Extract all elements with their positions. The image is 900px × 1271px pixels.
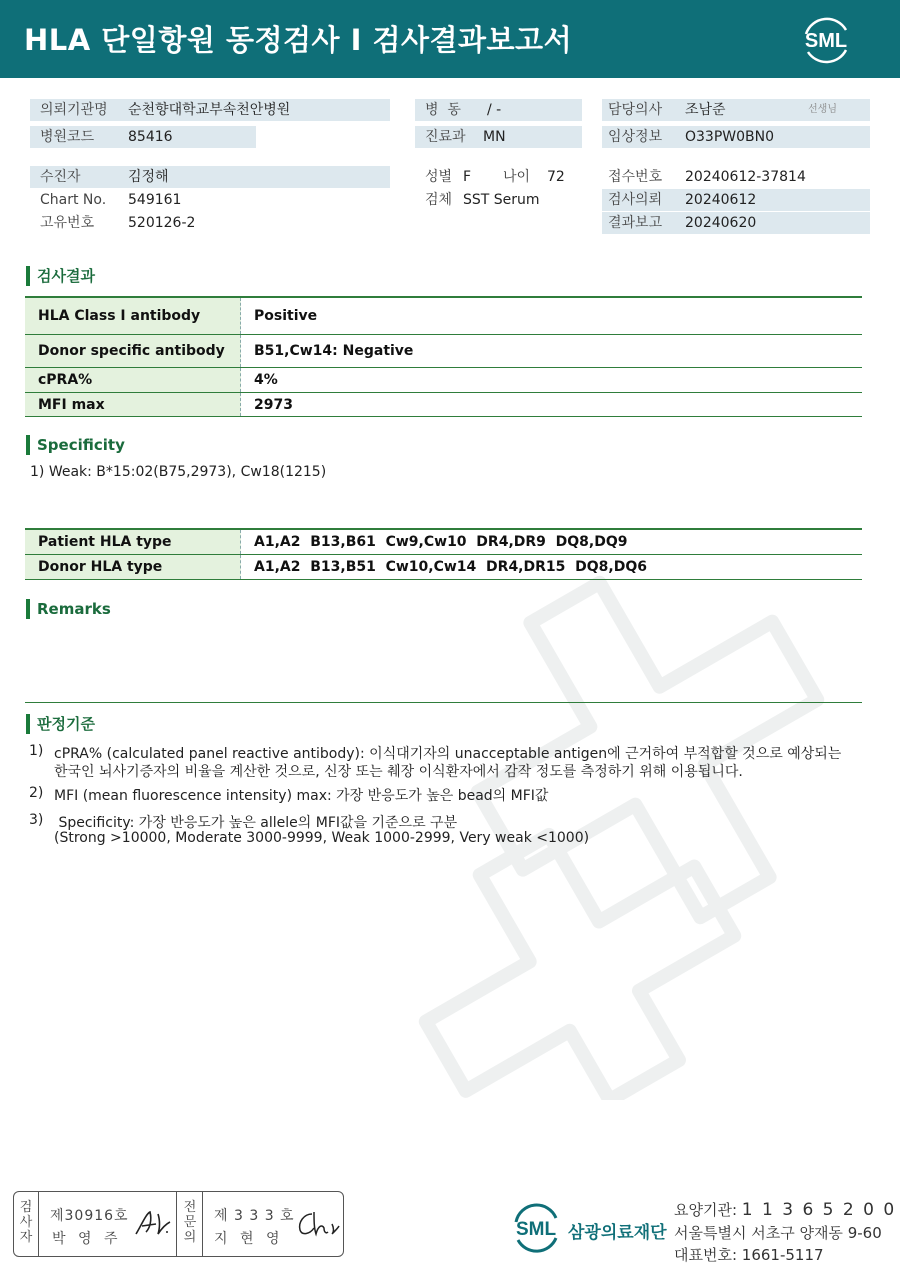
hospital-code-label: 병원코드 [40, 129, 95, 145]
specificity-section-title: Specificity [26, 435, 125, 455]
report-date-label: 결과보고 [608, 215, 663, 231]
hla-type-label: Patient HLA type [25, 530, 241, 554]
receipt-value: 20240612-37814 [685, 169, 806, 185]
footer-address: 서울특별시 서초구 양재동 9-60 [674, 1224, 882, 1242]
hla-type-value: A1,A2 B13,B61 Cw9,Cw10 DR4,DR9 DQ8,DQ9 [254, 534, 628, 550]
report-title: HLA 단일항원 동정검사 I 검사결과보고서 [24, 23, 573, 57]
result-label: Donor specific antibody [25, 335, 241, 367]
receipt-row [602, 166, 870, 188]
tester-label: 검 사 자 [19, 1200, 33, 1245]
report-date-value: 20240620 [685, 215, 757, 231]
sex-value: F [463, 169, 472, 185]
criteria-num: 1) [29, 743, 44, 759]
result-label: MFI max [25, 393, 241, 416]
specimen-row [415, 189, 585, 211]
department-row [415, 126, 582, 148]
table-row [25, 298, 862, 335]
specimen-label: 검체 [425, 192, 453, 208]
unique-value: 520126-2 [128, 215, 196, 231]
ward-value: / - [487, 102, 502, 118]
result-value: 2973 [254, 396, 293, 413]
criteria-section-title: 판정기준 [26, 714, 95, 734]
ward-row [415, 99, 582, 121]
unique-row [30, 212, 390, 234]
footer-org-name: 삼광의료재단 [568, 1223, 667, 1243]
request-value: 20240612 [685, 192, 757, 208]
specialist-name: 지 현 영 [214, 1231, 284, 1247]
remarks-section-title: Remarks [26, 599, 111, 619]
footer-phone [674, 1244, 824, 1265]
remarks-divider [25, 702, 862, 703]
criteria-line: (Strong >10000, Moderate 3000-9999, Weak 1000-2999, Very weak <1000) [54, 830, 590, 846]
signature-box [13, 1191, 344, 1257]
report-date-row [602, 212, 870, 234]
doctor-suffix: 선생님 [808, 104, 837, 115]
specimen-value: SST Serum [463, 192, 540, 208]
sex-label: 성별 [425, 169, 453, 185]
hospital-code-row [30, 126, 256, 148]
age-label: 나이 [503, 169, 531, 185]
sml-logo-icon [798, 12, 854, 66]
footer-code [674, 1199, 896, 1220]
chart-row [30, 189, 390, 211]
criteria-num: 2) [29, 785, 44, 801]
criteria-line: MFI (mean fluorescence intensity) max: 가장 반응도가 높은 bead의 MFI값 [54, 788, 549, 804]
hospital-code-value: 85416 [128, 129, 173, 145]
table-row [25, 555, 862, 580]
signature-divider [176, 1192, 177, 1256]
sex-age-row [415, 166, 585, 188]
department-label: 진료과 [425, 129, 466, 145]
signature-divider [202, 1192, 203, 1256]
specificity-line: 1) Weak: B*15:02(B75,2973), Cw18(1215) [30, 464, 327, 480]
specialist-number: 제 3 3 3 호 [214, 1208, 295, 1224]
clinical-row [602, 126, 870, 148]
clinical-value: O33PW0BN0 [685, 129, 775, 145]
footer-code-label: 요양기관: [674, 1201, 738, 1219]
patient-row [30, 166, 390, 188]
footer-sml-logo-icon [510, 1202, 562, 1254]
footer-phone-value: 1661-5117 [741, 1246, 824, 1264]
result-label: HLA Class I antibody [25, 298, 241, 334]
footer-code-value: 1 1 3 6 5 2 0 0 [741, 1200, 897, 1220]
chart-value: 549161 [128, 192, 182, 208]
hla-type-value: A1,A2 B13,B51 Cw10,Cw14 DR4,DR15 DQ8,DQ6 [254, 559, 647, 575]
doctor-label: 담당의사 [608, 102, 663, 118]
report-header [0, 0, 900, 78]
ward-label: 병 동 [425, 102, 461, 118]
department-value: MN [483, 129, 506, 145]
institution-label: 의뢰기관명 [40, 102, 108, 118]
criteria-line: 한국인 뇌사기증자의 비율을 계산한 것으로, 신장 또는 췌장 이식환자에서 감작 정도를 측정하기 위해 이용됩니다. [54, 764, 743, 780]
hla-type-label: Donor HLA type [25, 555, 241, 579]
table-row [25, 530, 862, 555]
unique-label: 고유번호 [40, 215, 95, 231]
clinical-label: 임상정보 [608, 129, 663, 145]
result-value: Positive [254, 308, 318, 324]
table-row [25, 368, 862, 393]
patient-value: 김정해 [128, 169, 169, 185]
doctor-row [602, 99, 870, 121]
result-label: cPRA% [25, 368, 241, 392]
criteria-num: 3) [29, 812, 44, 828]
tester-signature-icon [132, 1206, 176, 1240]
institution-value: 순천향대학교부속천안병원 [128, 102, 291, 118]
specialist-signature-icon [294, 1206, 340, 1240]
tester-number: 제30916호 [50, 1208, 129, 1224]
result-value: 4% [254, 372, 278, 388]
header-logo-text: SML [804, 30, 848, 52]
age-value: 72 [547, 169, 565, 185]
footer-logo-text: SML [515, 1219, 557, 1240]
specialist-label: 전 문 의 [183, 1200, 197, 1245]
table-row [25, 393, 862, 417]
results-section-title: 검사결과 [26, 266, 95, 286]
doctor-value: 조남준 [685, 102, 726, 118]
criteria-line: cPRA% (calculated panel reactive antibody): 이식대기자의 unacceptable antigen에 근거하여 부적합할 것으로 예상되는 [54, 746, 842, 762]
footer-phone-label: 대표번호: [674, 1246, 738, 1264]
signature-divider [38, 1192, 39, 1256]
criteria-line: Specificity: 가장 반응도가 높은 allele의 MFI값을 기준으로 구분 [54, 815, 458, 831]
results-table [25, 296, 862, 417]
tester-name: 박 영 주 [52, 1231, 122, 1247]
request-row [602, 189, 870, 211]
chart-label: Chart No. [40, 192, 107, 208]
institution-row [30, 99, 390, 121]
patient-label: 수진자 [40, 169, 81, 185]
result-value: B51,Cw14: Negative [254, 343, 414, 359]
request-label: 검사의뢰 [608, 192, 663, 208]
receipt-label: 접수번호 [608, 169, 663, 185]
table-row [25, 335, 862, 368]
hla-type-table [25, 528, 862, 580]
